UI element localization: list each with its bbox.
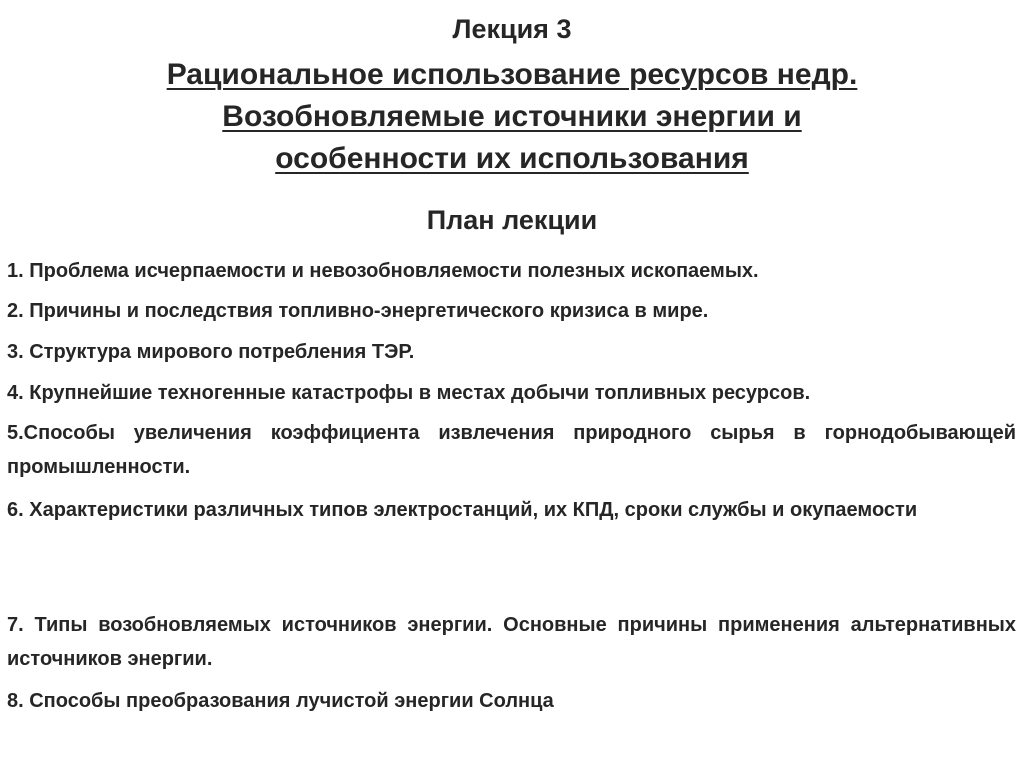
lecture-title [0,54,1024,180]
plan-item-7: 7. Типы возобновляемых источников энергии. Основные причины применения альтернативных источников энергии. [7,614,1016,670]
title-line-1: Рациональное использование ресурсов недр. [166,58,858,91]
plan-item-5: 5.Способы увеличения коэффициента извлечения природного сырья в горнодобывающей промышленности. [7,422,1016,478]
plan-item-2: 2. Причины и последствия топливно-энергетического кризиса в мире. [7,300,709,322]
title-line-3: особенности их использования [275,142,749,175]
plan-item-3: 3. Структура мирового потребления ТЭР. [7,341,415,363]
plan-heading: План лекции [426,205,598,235]
plan-item-8: 8. Способы преобразования лучистой энергии Солнца [7,690,554,712]
title-line-2: Возобновляемые источники энергии и [222,100,802,133]
lecture-number: Лекция 3 [452,14,572,44]
plan-item-4: 4. Крупнейшие техногенные катастрофы в местах добычи топливных ресурсов. [7,382,811,404]
plan-item-1: 1. Проблема исчерпаемости и невозобновляемости полезных ископаемых. [7,260,759,282]
plan-item-6: 6. Характеристики различных типов электростанций, их КПД, сроки службы и окупаемости [7,499,918,521]
